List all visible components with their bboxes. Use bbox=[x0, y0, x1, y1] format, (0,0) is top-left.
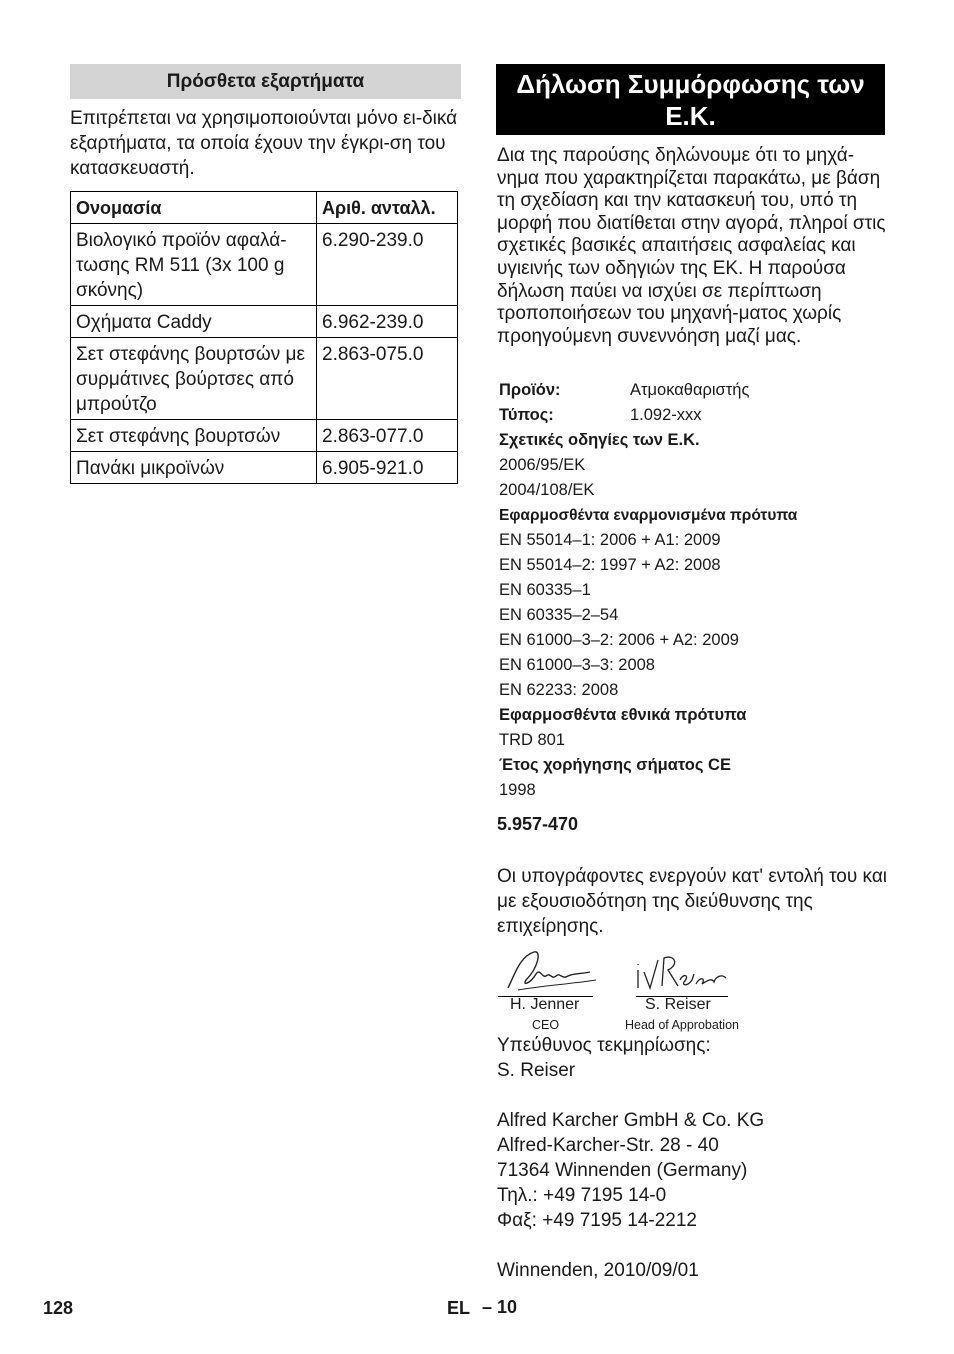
type-value: 1.092-xxx bbox=[630, 406, 702, 424]
product-row bbox=[499, 378, 889, 403]
cell-part: 2.863-075.0 bbox=[317, 338, 458, 420]
table-row bbox=[71, 338, 458, 420]
declaration-heading: Δήλωση Συμμόρφωσης των Ε.Κ. bbox=[496, 64, 885, 135]
national-standard-item: TRD 801 bbox=[499, 731, 566, 749]
cell-part: 6.962-239.0 bbox=[317, 306, 458, 338]
address-line: Alfred-Karcher-Str. 28 - 40 bbox=[497, 1135, 719, 1156]
column-header-part-number: Αριθ. ανταλλ. bbox=[317, 192, 458, 224]
page-number: 128 bbox=[43, 1298, 74, 1318]
directive-item: 2004/108/EK bbox=[499, 481, 595, 499]
cell-part: 6.290-239.0 bbox=[317, 224, 458, 306]
cell-name: Οχήματα Caddy bbox=[71, 306, 317, 338]
type-row bbox=[499, 403, 889, 428]
product-value: Ατμοκαθαριστής bbox=[630, 381, 750, 399]
documentation-responsible-name: S. Reiser bbox=[497, 1060, 576, 1081]
accessories-intro: Επιτρέπεται να χρησιμοποιούνται μόνο ει-δικά εξαρτήματα, τα οποία έχουν την έγκρι-ση του κατασκευαστή. bbox=[70, 108, 458, 179]
ce-year-label: Έτος χορήγησης σήματος CE bbox=[499, 756, 731, 774]
cell-name: Σετ στεφάνης βουρτσών bbox=[71, 420, 317, 452]
standard-item: EN 60335–2–54 bbox=[499, 606, 619, 624]
address-line: Alfred Karcher GmbH & Co. KG bbox=[497, 1110, 765, 1131]
product-label: Προϊόν: bbox=[499, 381, 561, 399]
address-line: 71364 Winnenden (Germany) bbox=[497, 1160, 748, 1181]
table-row bbox=[71, 306, 458, 338]
table-row bbox=[71, 224, 458, 306]
cell-name: Σετ στεφάνης βουρτσών με συρμάτινες βούρτσες από μπρούτζο bbox=[71, 338, 317, 420]
standard-item: EN 55014–1: 2006 + A1: 2009 bbox=[499, 531, 721, 549]
table-row bbox=[71, 452, 458, 484]
standard-item: EN 61000–3–3: 2008 bbox=[499, 656, 655, 674]
harmonized-standards-label: Εφαρμοσθέντα εναρμονισμένα πρότυπα bbox=[499, 507, 798, 524]
place-date: Winnenden, 2010/09/01 bbox=[497, 1260, 699, 1281]
standard-item: EN 61000–3–2: 2006 + A2: 2009 bbox=[499, 631, 739, 649]
section-page-number: – 10 bbox=[482, 1297, 518, 1317]
standard-item: EN 55014–2: 1997 + A2: 2008 bbox=[499, 556, 721, 574]
standard-item: EN 60335–1 bbox=[499, 581, 591, 599]
table-row bbox=[71, 420, 458, 452]
authorization-text: Οι υπογράφοντες ενεργούν κατ' εντολή του και με εξουσιοδότηση της διεύθυνσης της επιχείρησης. bbox=[497, 866, 888, 937]
directives-label: Σχετικές οδηγίες των Ε.Κ. bbox=[499, 431, 700, 449]
accessories-table bbox=[70, 191, 458, 484]
column-header-name: Ονομασία bbox=[71, 192, 317, 224]
table-header-row bbox=[71, 192, 458, 224]
signature-jenner bbox=[500, 946, 600, 996]
language-code: EL bbox=[447, 1298, 471, 1318]
signer-name: H. Jenner bbox=[510, 996, 580, 1013]
cell-name: Πανάκι μικροϊνών bbox=[71, 452, 317, 484]
signer-name: S. Reiser bbox=[645, 996, 711, 1013]
address-line: Φαξ: +49 7195 14-2212 bbox=[497, 1210, 697, 1231]
declaration-intro: Δια της παρούσης δηλώνουμε ότι το μηχά-νημα που χαρακτηρίζεται παρακάτω, με βάση τη σχεδίαση και την κατασκευή του, υπό τη μορφή που διατίθεται στην αγορά, πληροί στις σχετικές βασικές απαιτήσεις ασφαλείας και υγιεινής των οδηγιών της ΕΚ. Η παρούσα δήλωση παύει να ισχύει σε περίπτωση τροποποιήσεων του μηχανή-ματος χωρίς προηγούμενη συνεννόηση μαζί μας. bbox=[497, 145, 886, 347]
standard-item: EN 62233: 2008 bbox=[499, 681, 619, 699]
accessories-heading: Πρόσθετα εξαρτήματα bbox=[70, 64, 461, 99]
directive-item: 2006/95/EK bbox=[499, 456, 586, 474]
document-number: 5.957-470 bbox=[497, 814, 579, 834]
national-standards-label: Εφαρμοσθέντα εθνικά πρότυπα bbox=[499, 706, 747, 724]
signature-reiser bbox=[632, 950, 732, 996]
cell-name: Βιολογικό προϊόν αφαλά-τωσης RM 511 (3x 100 g σκόνης) bbox=[71, 224, 317, 306]
type-label: Τύπος: bbox=[499, 406, 554, 424]
ce-year-value: 1998 bbox=[499, 781, 536, 799]
cell-part: 6.905-921.0 bbox=[317, 452, 458, 484]
documentation-responsible-label: Υπεύθυνος τεκμηρίωσης: bbox=[497, 1035, 711, 1056]
cell-part: 2.863-077.0 bbox=[317, 420, 458, 452]
signer-role: Head of Approbation bbox=[625, 1018, 739, 1032]
signer-role: CEO bbox=[532, 1018, 560, 1032]
address-line: Τηλ.: +49 7195 14-0 bbox=[497, 1185, 667, 1206]
